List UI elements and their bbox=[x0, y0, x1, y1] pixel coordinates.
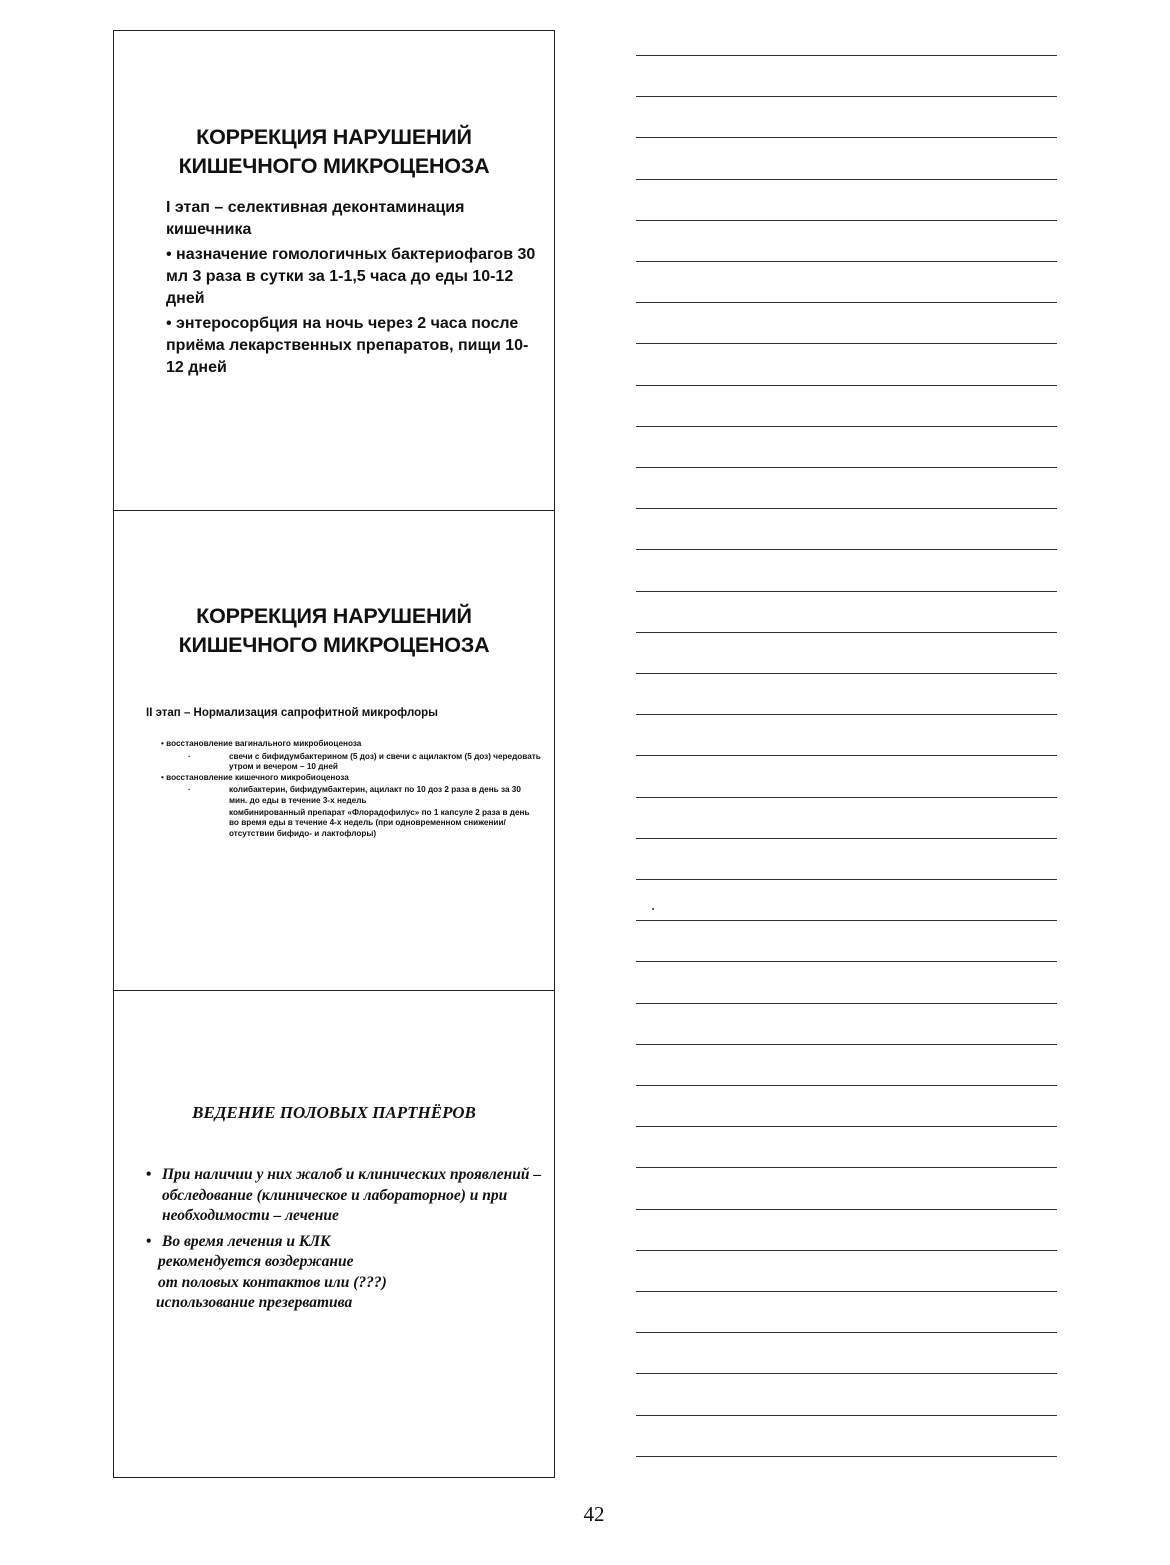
slide-3-item-2-line-4: использование презерватива bbox=[156, 1294, 353, 1311]
slide-1-bullet-1: • назначение гомологичных бактериофагов 30 мл 3 раза в сутки за 1-1,5 часа до еды 10-12 дней bbox=[166, 246, 536, 307]
slide-3 bbox=[113, 990, 555, 1478]
note-line bbox=[636, 55, 1057, 56]
slide-2 bbox=[113, 510, 555, 992]
page-number: 42 bbox=[583, 1502, 605, 1526]
note-line bbox=[636, 302, 1057, 303]
note-line bbox=[636, 261, 1057, 262]
note-line bbox=[636, 137, 1057, 138]
slide-1-body bbox=[166, 197, 536, 382]
slide-2-list bbox=[161, 739, 541, 839]
note-line bbox=[636, 549, 1057, 550]
note-line bbox=[636, 343, 1057, 344]
slide-3-item-2-line-3: от половых контактов или (???) bbox=[158, 1273, 387, 1291]
note-line bbox=[636, 1250, 1057, 1251]
slides-column bbox=[113, 30, 557, 1478]
slide-2-stage: II этап – Нормализация сапрофитной микрофлоры bbox=[146, 707, 438, 719]
vaginal-heading: • восстановление вагинального микробиоценоза bbox=[161, 739, 362, 748]
intestinal-heading: • восстановление кишечного микробиоценоза bbox=[161, 772, 349, 782]
note-line bbox=[636, 591, 1057, 592]
scan-speck bbox=[652, 908, 654, 910]
note-line bbox=[636, 1291, 1057, 1292]
note-line bbox=[636, 961, 1057, 962]
note-line bbox=[636, 755, 1057, 756]
note-line bbox=[636, 467, 1057, 468]
slide-1 bbox=[113, 30, 555, 512]
note-line bbox=[636, 1456, 1057, 1457]
sub-bullet: · bbox=[188, 751, 191, 761]
slide-3-item-2 bbox=[142, 1232, 542, 1314]
note-line bbox=[636, 508, 1057, 509]
slide-1-bullet-2: • энтеросорбция на ночь через 2 часа после приёма лекарственных препаратов, пищи 10-12 дней bbox=[166, 315, 529, 376]
slide-3-item-1 bbox=[142, 1165, 542, 1227]
intestinal-item-1-text: колибактерин, бифидумбактерин, ацилакт по 10 доз 2 раза в день за 30 мин. до еды в течение 3-х недель bbox=[229, 785, 521, 805]
slide-3-item-2-line-2: рекомендуется воздержание bbox=[158, 1253, 354, 1270]
note-line bbox=[636, 385, 1057, 386]
slide-3-body bbox=[142, 1165, 542, 1314]
note-line bbox=[636, 879, 1057, 880]
note-line bbox=[636, 632, 1057, 633]
note-line bbox=[636, 1003, 1057, 1004]
note-line bbox=[636, 920, 1057, 921]
sub-bullet: · bbox=[188, 785, 191, 795]
note-line bbox=[636, 179, 1057, 180]
slide-1-stage: I этап – селективная деконтаминация кишечника bbox=[166, 199, 465, 238]
note-line bbox=[636, 1085, 1057, 1086]
slide-1-title-line-2: КИШЕЧНОГО МИКРОЦЕНОЗА bbox=[178, 154, 490, 178]
slide-3-item-1-text: При наличии у них жалоб и клинических проявлений – обследование (клиническое и лабораторное) и при необходимости – лечение bbox=[162, 1166, 542, 1224]
vaginal-item bbox=[188, 751, 541, 773]
note-line bbox=[636, 426, 1057, 427]
intestinal-item-2-text: комбинированный препарат «Флорадофилус» по 1 капсуле 2 раза в день во время еды в течение 4-х недель (при одновременном снижении/отсутствии бифидо- и лактофлоры) bbox=[229, 807, 530, 838]
note-line bbox=[636, 1044, 1057, 1045]
note-line bbox=[636, 1209, 1057, 1210]
intestinal-item-2 bbox=[229, 808, 541, 840]
slide-3-item-2-line-1: Во время лечения и КЛК bbox=[162, 1232, 331, 1250]
slide-1-title-line-1: КОРРЕКЦИЯ НАРУШЕНИЙ bbox=[196, 125, 472, 149]
note-line bbox=[636, 220, 1057, 221]
vaginal-item-text: свечи с бифидумбактерином (5 доз) и свечи с ацилактом (5 доз) чередовать утром и вечером – 10 дней bbox=[229, 751, 541, 772]
note-line bbox=[636, 96, 1057, 97]
note-line bbox=[636, 1415, 1057, 1416]
note-line bbox=[636, 1167, 1057, 1168]
note-line bbox=[636, 797, 1057, 798]
note-line bbox=[636, 1126, 1057, 1127]
bullet: • bbox=[146, 1166, 152, 1183]
slide-2-title-line-2: КИШЕЧНОГО МИКРОЦЕНОЗА bbox=[178, 633, 490, 657]
note-line bbox=[636, 1332, 1057, 1333]
slide-2-title-line-1: КОРРЕКЦИЯ НАРУШЕНИЙ bbox=[196, 604, 472, 628]
intestinal-item-1 bbox=[188, 785, 541, 806]
slide-3-title: ВЕДЕНИЕ ПОЛОВЫХ ПАРТНЁРОВ bbox=[192, 1103, 476, 1122]
slide-2-title bbox=[114, 602, 554, 660]
slide-1-title bbox=[114, 123, 554, 181]
bullet: • bbox=[146, 1232, 152, 1250]
note-line bbox=[636, 838, 1057, 839]
note-line bbox=[636, 714, 1057, 715]
note-line bbox=[636, 673, 1057, 674]
notes-lines-area bbox=[636, 0, 1058, 1480]
note-line bbox=[636, 1373, 1057, 1374]
